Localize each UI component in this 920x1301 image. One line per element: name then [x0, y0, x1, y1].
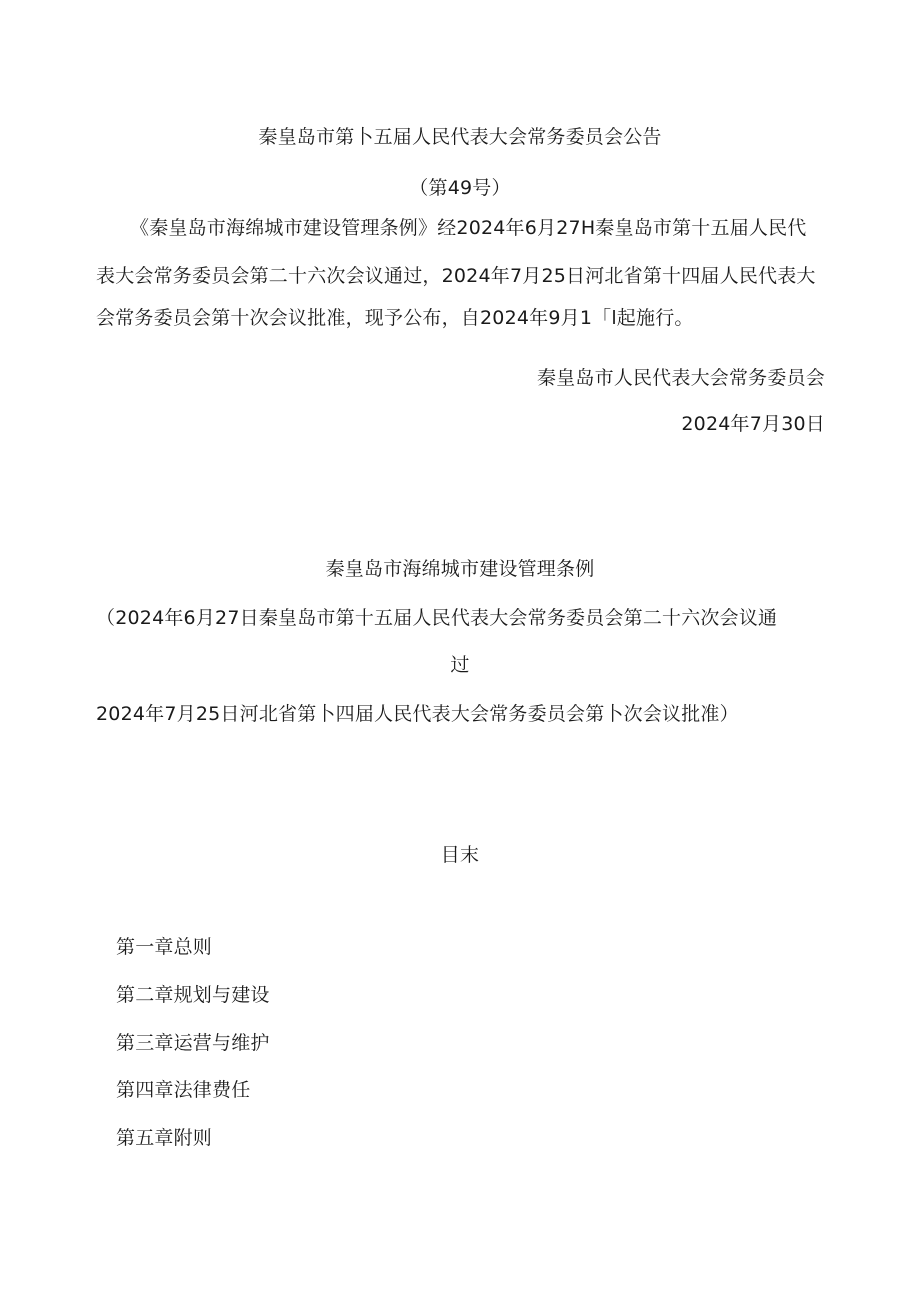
announcement-date: 2024年7月30日	[681, 413, 825, 435]
toc-item-chapter-5: 第五章附则	[116, 1127, 213, 1149]
toc-item-chapter-3: 第三章运营与维护	[116, 1032, 270, 1054]
toc-item-chapter-1: 第一章总则	[116, 936, 213, 958]
regulation-title: 秦皇岛市海绵城市建设管理条例	[325, 558, 595, 580]
announcement-number: （第49号）	[409, 177, 511, 199]
toc-item-chapter-4: 第四章法律费任	[116, 1079, 251, 1101]
announcement-body-line-3: 会常务委员会第十次会议批准，现予公布，自2024年9月1「l起施行。	[96, 307, 694, 329]
announcement-signatory: 秦皇岛市人民代表大会常务委员会	[536, 367, 825, 389]
regulation-adoption-line-2: 过	[450, 654, 470, 676]
announcement-title: 秦皇岛市第卜五届人民代表大会常务委员会公告	[258, 126, 662, 148]
announcement-body-line-2: 表大会常务委员会第二十六次会议通过，2024年7月25日河北省第十四届人民代表大	[96, 265, 816, 287]
regulation-adoption-line-1: （2024年6月27日秦皇岛市第十五届人民代表大会常务委员会第二十六次会议通	[96, 607, 778, 629]
regulation-adoption-line-3: 2024年7月25日河北省第卜四届人民代表大会常务委员会第卜次会议批准）	[96, 703, 739, 725]
toc-heading: 目末	[440, 844, 480, 866]
announcement-body-line-1: 《秦皇岛市海绵城市建设管理条例》经2024年6月27H秦皇岛市第十五届人民代	[130, 217, 807, 239]
toc-item-chapter-2: 第二章规划与建设	[116, 984, 270, 1006]
